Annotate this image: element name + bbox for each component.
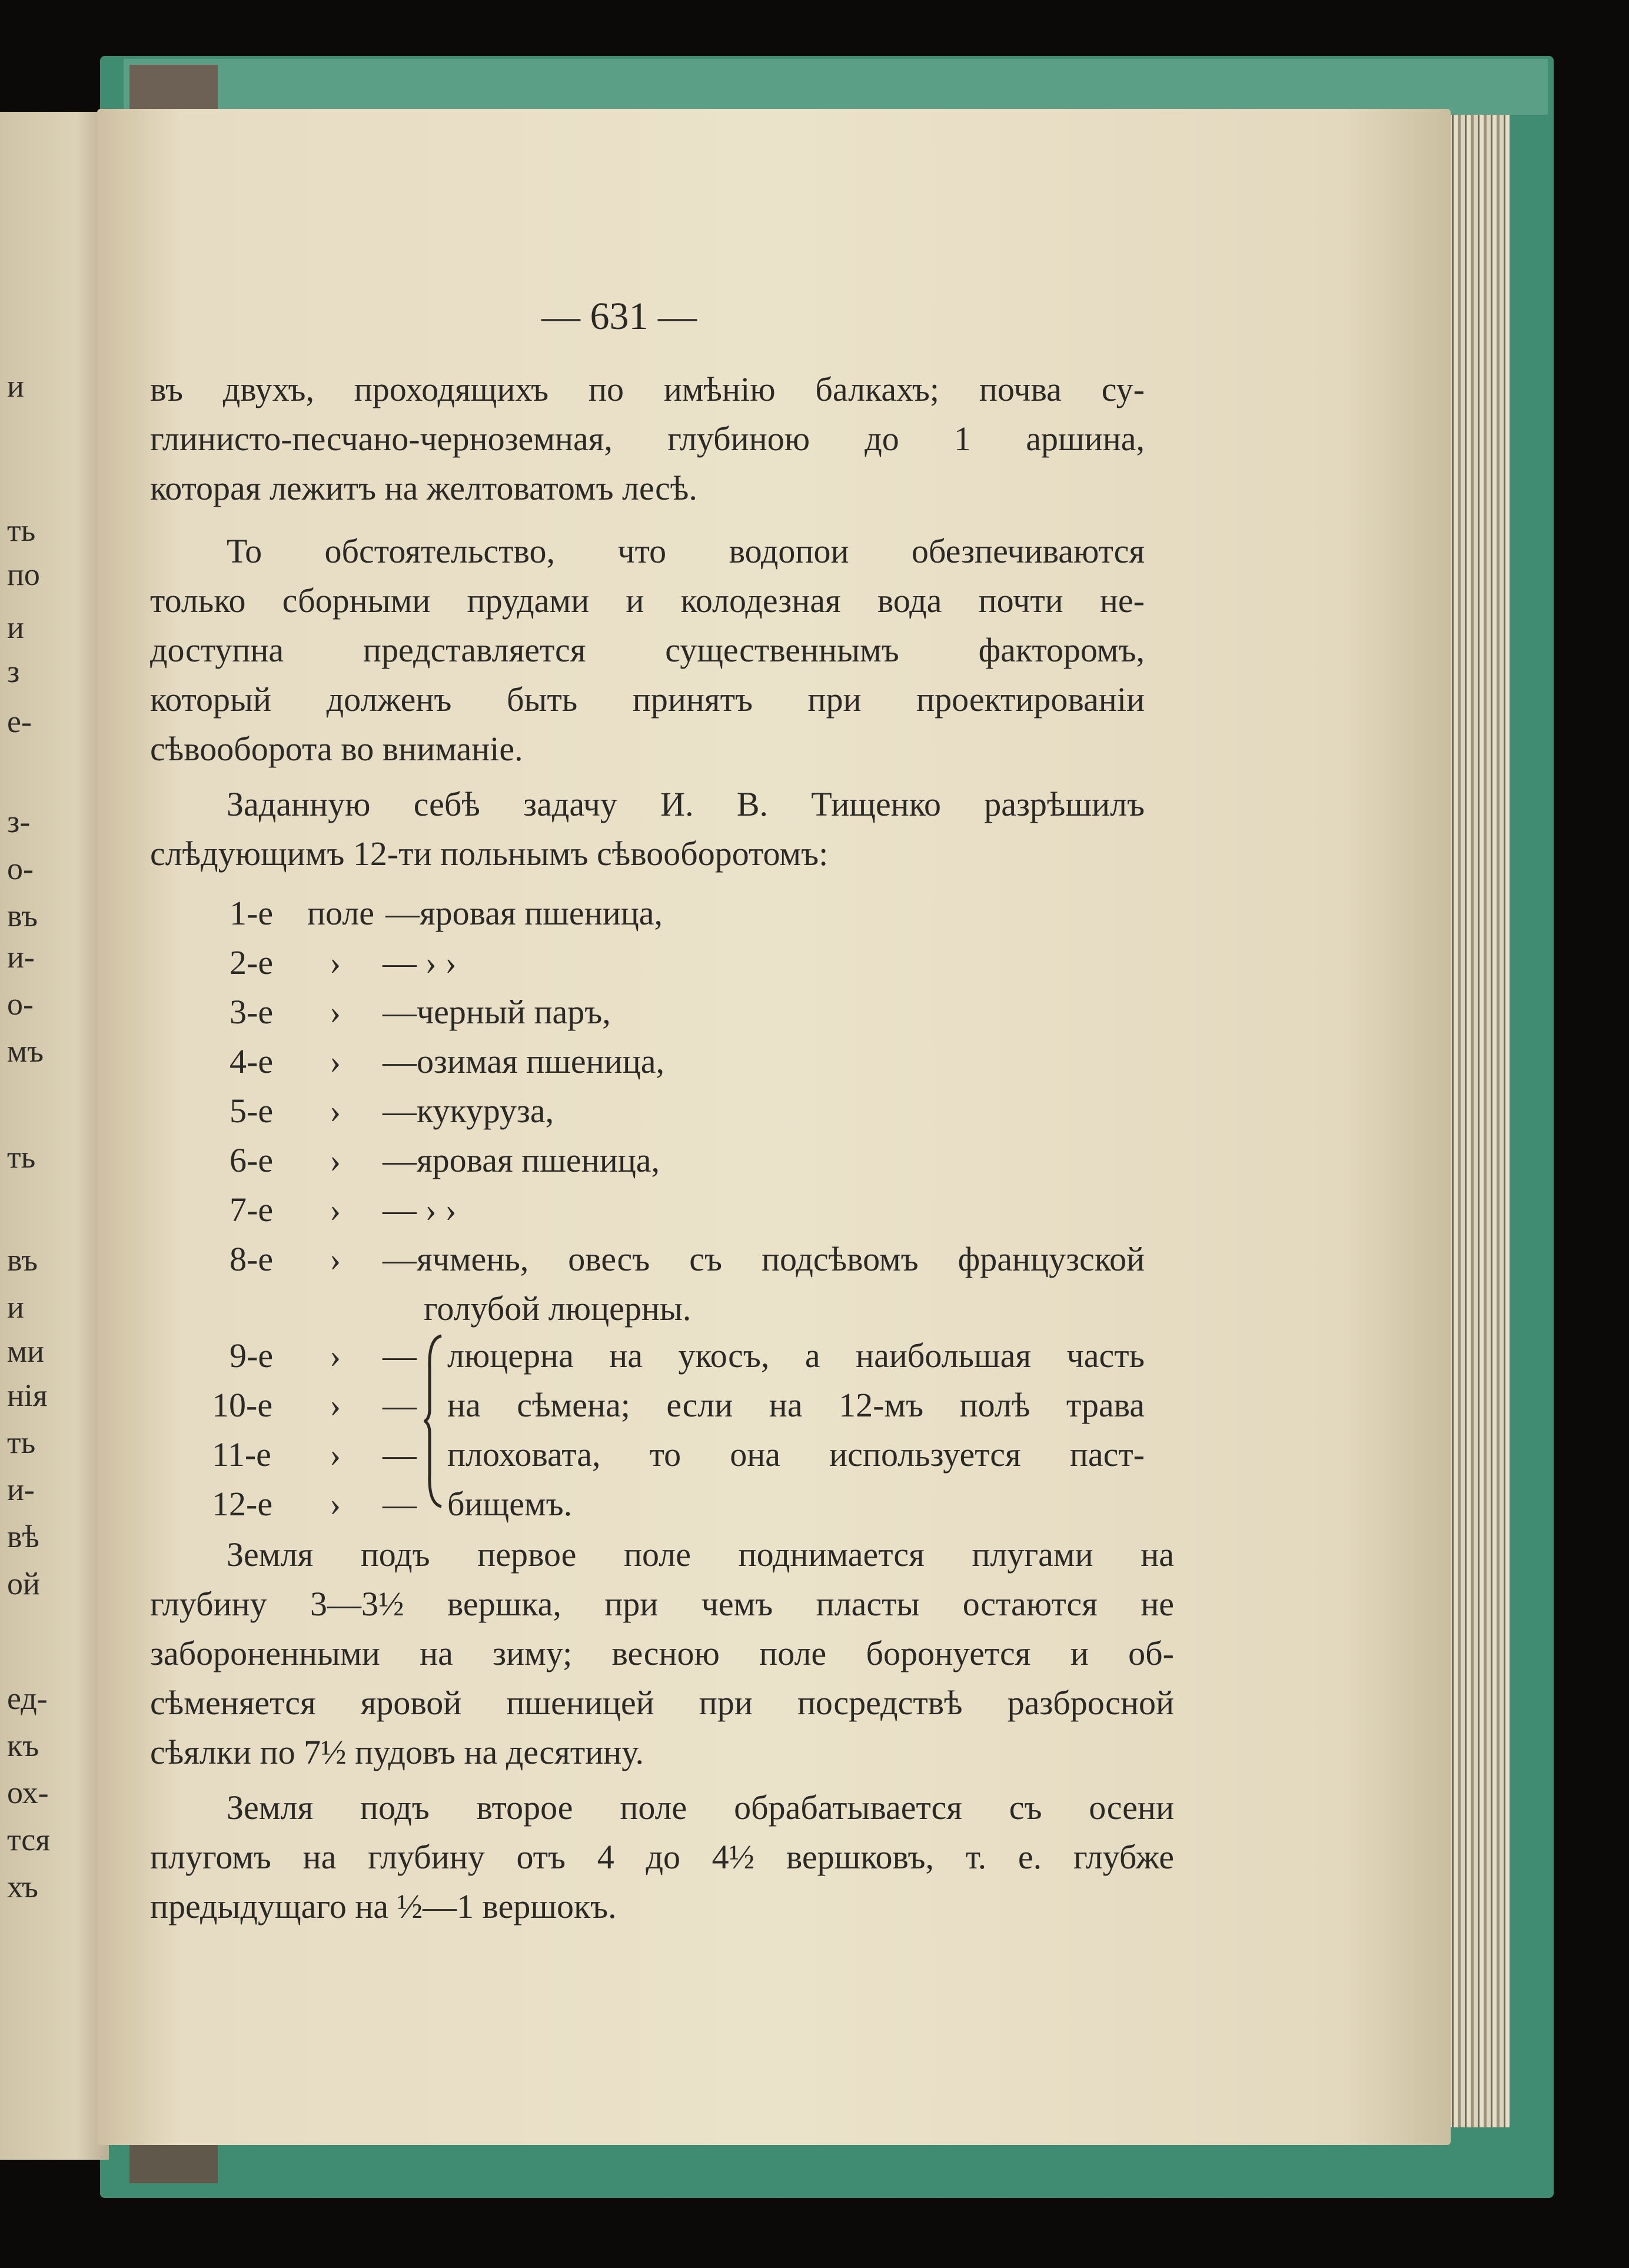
crop-text: бищемъ. bbox=[447, 1485, 573, 1523]
paragraph-line: которая лежитъ на желтоватомъ лесѣ. bbox=[150, 469, 697, 507]
field-number: 2-е bbox=[230, 943, 274, 982]
paragraph-line: глубину 3—3½ вершка, при чемъ пласты остаются не bbox=[150, 1585, 1174, 1623]
crop-text: на сѣмена; если на 12-мъ полѣ трава bbox=[447, 1386, 1145, 1424]
left-page-fragment: ох- bbox=[7, 1775, 49, 1810]
ditto-mark: › bbox=[330, 1092, 341, 1130]
dash: — bbox=[383, 1386, 417, 1424]
paragraph-line: слѣдующимъ 12-ти польнымъ сѣвооборотомъ: bbox=[150, 834, 829, 873]
left-page-fragment: вѣ bbox=[7, 1519, 39, 1554]
left-page-fragment: и bbox=[7, 368, 24, 404]
field-number: 6-е bbox=[230, 1141, 274, 1179]
ditto-mark: поле bbox=[307, 894, 374, 932]
dash: — bbox=[383, 1336, 417, 1375]
left-page-fragment: по bbox=[7, 557, 40, 592]
ditto-mark: › bbox=[330, 1435, 341, 1474]
crop-text: плоховата, то она используется паст- bbox=[447, 1435, 1145, 1474]
left-page-fragment: ми bbox=[7, 1333, 45, 1369]
ditto-mark: › bbox=[330, 1240, 341, 1278]
left-page-fragment: ть bbox=[7, 1139, 36, 1175]
field-number: 11-е bbox=[212, 1435, 271, 1474]
paragraph-line: То обстоятельство, что водопои обезпечиваются bbox=[227, 532, 1145, 570]
crop-text: —озимая пшеница, bbox=[383, 1042, 664, 1080]
ditto-mark: › bbox=[330, 1336, 341, 1375]
paragraph-line: доступна представляется существеннымъ факторомъ, bbox=[150, 631, 1145, 669]
left-page-fragment: и bbox=[7, 610, 24, 645]
left-page-fragment: мъ bbox=[7, 1033, 44, 1069]
dash: — bbox=[383, 1435, 417, 1474]
paragraph-line: который долженъ быть принятъ при проектированіи bbox=[150, 680, 1145, 719]
cover-top-edge bbox=[124, 59, 1548, 115]
field-number: 12-е bbox=[212, 1485, 273, 1523]
left-page-fragment: и- bbox=[7, 1472, 35, 1507]
crop-text: —кукуруза, bbox=[383, 1092, 554, 1130]
left-page-fragment: о- bbox=[7, 986, 34, 1022]
paragraph-line: Земля подъ первое поле поднимается плугами на bbox=[227, 1535, 1174, 1574]
crop-text-continued: голубой люцерны. bbox=[424, 1289, 692, 1328]
page-edges bbox=[1445, 115, 1510, 2127]
left-page-fragment: ой bbox=[7, 1566, 40, 1601]
ditto-mark: › bbox=[330, 1485, 341, 1523]
paragraph-line: Земля подъ второе поле обрабатывается съ осени bbox=[227, 1788, 1174, 1827]
field-number: 3-е bbox=[230, 993, 274, 1031]
ditto-mark: › bbox=[330, 1042, 341, 1080]
left-page-fragment: ед- bbox=[7, 1681, 48, 1716]
left-page-fragment: къ bbox=[7, 1728, 39, 1763]
left-page-fragment: ть bbox=[7, 1425, 36, 1460]
crop-text: люцерна на укосъ, а наибольшая часть bbox=[447, 1336, 1145, 1375]
ditto-mark: › bbox=[330, 1141, 341, 1179]
ditto-mark: › bbox=[330, 1190, 341, 1229]
field-number: 4-е bbox=[230, 1042, 274, 1080]
paragraph-line: глинисто-песчано-черноземная, глубиною до 1 аршина, bbox=[150, 420, 1145, 458]
left-page-fragment: з- bbox=[7, 804, 31, 839]
left-page-fragment: и- bbox=[7, 939, 35, 975]
crop-text: —черный паръ, bbox=[383, 993, 611, 1031]
paragraph-line: въ двухъ, проходящихъ по имѣнію балкахъ; почва су- bbox=[150, 370, 1145, 408]
paragraph-line: сѣялки по 7½ пудовъ на десятину. bbox=[150, 1733, 644, 1771]
paragraph-line: сѣменяется яровой пшеницей при посредствѣ разбросной bbox=[150, 1684, 1174, 1722]
brace-bracket bbox=[424, 1333, 447, 1509]
paragraph-line: предыдущаго на ½—1 вершокъ. bbox=[150, 1887, 617, 1926]
paragraph-line: сѣвооборота во вниманіе. bbox=[150, 730, 523, 768]
paragraph-line: забороненными на зиму; весною поле боронуется и об- bbox=[150, 1634, 1174, 1672]
left-page-fragment: нія bbox=[7, 1378, 48, 1413]
left-page-fragment: и bbox=[7, 1289, 24, 1325]
left-page-fragment: о- bbox=[7, 851, 34, 886]
left-page-fragment: ть bbox=[7, 513, 36, 548]
left-page-fragment: тся bbox=[7, 1822, 51, 1857]
ditto-mark: › bbox=[330, 993, 341, 1031]
page-number: — 631 — bbox=[541, 295, 697, 338]
paragraph-line: плугомъ на глубину отъ 4 до 4½ вершковъ, т. е. глубже bbox=[150, 1838, 1174, 1876]
left-page-fragment: въ bbox=[7, 1242, 38, 1278]
field-number: 8-е bbox=[230, 1240, 274, 1278]
field-number: 7-е bbox=[230, 1190, 274, 1229]
crop-text: — › › bbox=[383, 1190, 457, 1229]
field-number: 10-е bbox=[212, 1386, 273, 1424]
ditto-mark: › bbox=[330, 1386, 341, 1424]
field-number: 1-е bbox=[230, 894, 274, 932]
crop-text: — › › bbox=[383, 943, 457, 982]
field-number: 9-е bbox=[230, 1336, 274, 1375]
crop-text: —ячмень, овесъ съ подсѣвомъ французской bbox=[383, 1240, 1145, 1278]
left-page-fragment: въ bbox=[7, 898, 38, 933]
crop-text: —яровая пшеница, bbox=[383, 1141, 660, 1179]
left-page-fragment: е- bbox=[7, 704, 32, 739]
crop-text: —яровая пшеница, bbox=[385, 894, 663, 932]
left-page-fragment: з bbox=[7, 654, 20, 689]
dash: — bbox=[383, 1485, 417, 1523]
paragraph-line: Заданную себѣ задачу И. В. Тищенко разрѣшилъ bbox=[227, 785, 1145, 823]
ditto-mark: › bbox=[330, 943, 341, 982]
field-number: 5-е bbox=[230, 1092, 274, 1130]
paragraph-line: только сборными прудами и колодезная вода почти не- bbox=[150, 581, 1145, 620]
left-page-fragment: хъ bbox=[7, 1869, 38, 1904]
